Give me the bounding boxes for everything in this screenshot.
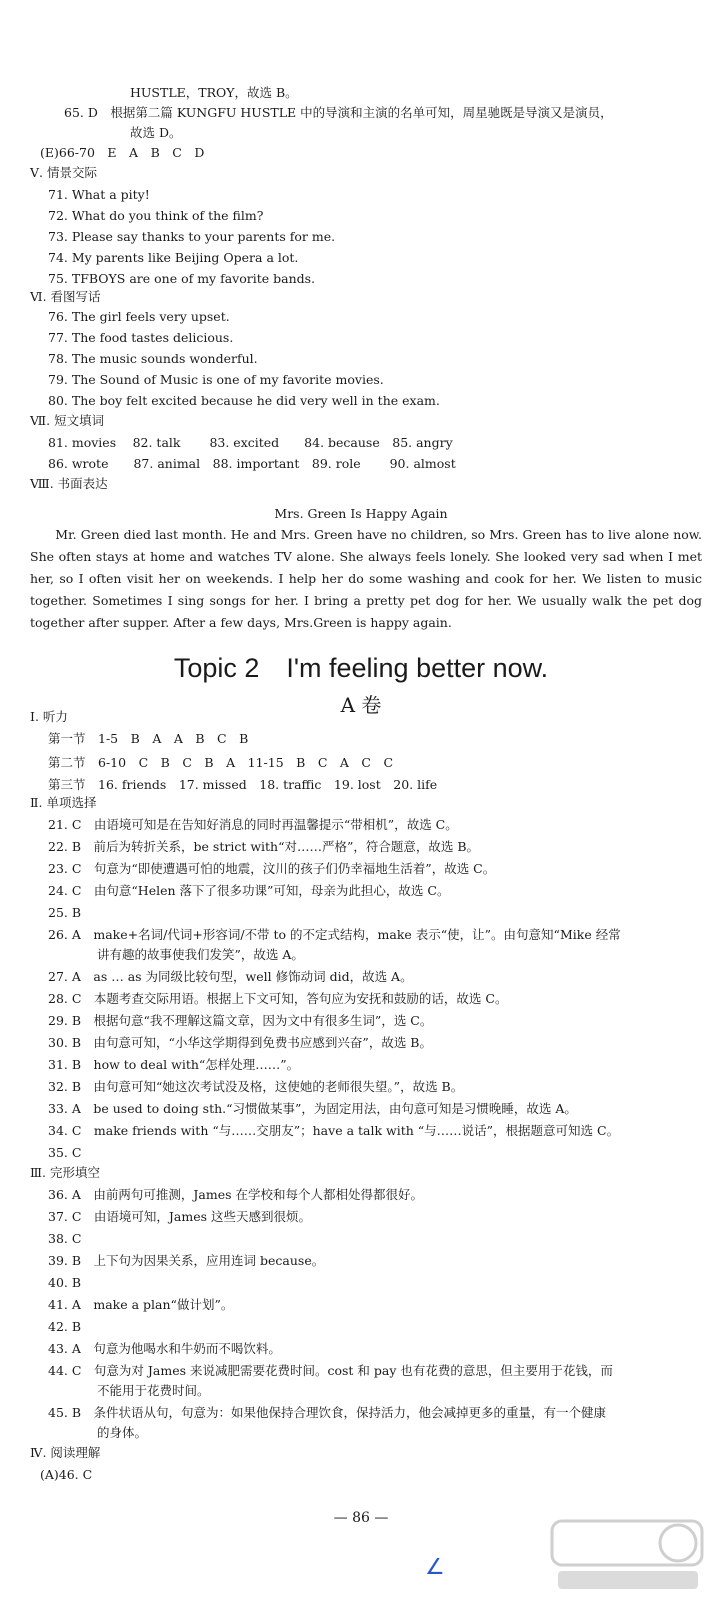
answer-line: 38. C	[48, 1231, 82, 1246]
answer-line: 25. B	[48, 905, 82, 920]
answer-line: Ⅲ. 完形填空	[30, 1165, 101, 1180]
answer-line: 第二节 6-10 C B C B A 11-15 B C A C C	[48, 755, 394, 770]
answer-line: 78. The music sounds wonderful.	[48, 351, 258, 366]
answer-line: (A)46. C	[40, 1467, 93, 1482]
answer-line: 81. movies 82. talk 83. excited 84. because 85. angry	[48, 435, 453, 450]
answer-line: 44. C 句意为对 James 来说减肥需要花费时间。cost 和 pay 也有花费的意思，但主要用于花钱，而	[48, 1363, 613, 1378]
answer-line: 86. wrote 87. animal 88. important 89. role 90. almost	[48, 456, 456, 471]
answer-line: Ⅵ. 看图写话	[30, 289, 101, 304]
answer-line: 21. C 由语境可知是在告知好消息的同时再温馨提示“带相机”，故选 C。	[48, 817, 458, 832]
answer-line: 41. A make a plan“做计划”。	[48, 1297, 234, 1312]
answer-line: 65. D 根据第二篇 KUNGFU HUSTLE 中的导演和主演的名单可知，周星驰既是导演又是演员，	[64, 105, 613, 120]
answer-line: 36. A 由前两句可推测，James 在学校和每个人都相处得都很好。	[48, 1187, 423, 1202]
answer-line: Ⅷ. 书面表达	[30, 476, 108, 491]
answer-line: 71. What a pity!	[48, 187, 150, 202]
answer-line: 的身体。	[97, 1425, 148, 1440]
answer-line: 73. Please say thanks to your parents for me.	[48, 229, 336, 244]
answer-line: 23. C 句意为“即使遭遇可怕的地震，汶川的孩子们仍幸福地生活着”，故选 C。	[48, 861, 496, 876]
answer-line: 35. C	[48, 1145, 82, 1160]
answer-line: 22. B 前后为转折关系，be strict with“对……严格”，符合题意，故选 B。	[48, 839, 480, 854]
topic-title: Topic 2 I'm feeling better now.	[173, 653, 549, 683]
answer-line: 37. C 由语境可知，James 这些天感到很烦。	[48, 1209, 312, 1224]
answer-line: 29. B 根据句意“我不理解这篇文章，因为文中有很多生词”，选 C。	[48, 1013, 433, 1028]
answer-line: 34. C make friends with “与……交朋友”；have a talk with “与……说话”，根据题意可知选 C。	[48, 1123, 620, 1138]
answer-line: 43. A 句意为他喝水和牛奶而不喝饮料。	[48, 1341, 281, 1356]
answer-line: 30. B 由句意可知，“小华这学期得到免费书应感到兴奋”，故选 B。	[48, 1035, 432, 1050]
answer-line: 74. My parents like Beijing Opera a lot.	[48, 250, 299, 265]
answer-line: Ⅶ. 短文填词	[30, 413, 105, 428]
watermark-logo-icon	[548, 1515, 708, 1595]
page-number: — 86 —	[333, 1510, 389, 1526]
answer-line: 24. C 由句意“Helen 落下了很多功课”可知，母亲为此担心，故选 C。	[48, 883, 450, 898]
answer-line: Ⅱ. 单项选择	[30, 795, 97, 810]
answer-line: 40. B	[48, 1275, 82, 1290]
answer-line: 31. B how to deal with“怎样处理……”。	[48, 1057, 300, 1072]
answer-line: 第三节 16. friends 17. missed 18. traffic 19. lost 20. life	[48, 777, 438, 792]
answer-line: 45. B 条件状语从句，句意为：如果他保持合理饮食，保持活力，他会减掉更多的重量，有一个健康	[48, 1405, 607, 1420]
answer-line: Ⅳ. 阅读理解	[30, 1445, 101, 1460]
answer-line: 28. C 本题考查交际用语。根据上下文可知，答句应为安抚和鼓励的话，故选 C。	[48, 991, 508, 1006]
pen-mark-icon: ∠	[425, 1555, 445, 1580]
answer-line: 33. A be used to doing sth.“习惯做某事”，为固定用法，由句意可知是习惯晚睡，故选 A。	[48, 1101, 577, 1116]
answer-line: 76. The girl feels very upset.	[48, 309, 230, 324]
answer-line: 72. What do you think of the film?	[48, 208, 264, 223]
answer-line: 第一节 1-5 B A A B C B	[48, 731, 249, 746]
answer-line: Ⅰ. 听力	[30, 709, 68, 724]
answer-line: 26. A make+名词/代词+形容词/不带 to 的不定式结构，make 表示“使，让”。由句意知“Mike 经常	[48, 927, 621, 942]
answer-line: 79. The Sound of Music is one of my favorite movies.	[48, 372, 384, 387]
answer-line: 故选 D。	[130, 125, 182, 140]
answer-line: 75. TFBOYS are one of my favorite bands.	[48, 271, 316, 286]
answer-line: (E)66-70 E A B C D	[40, 145, 205, 160]
answer-line: 39. B 上下句为因果关系，应用连词 because。	[48, 1253, 325, 1268]
paper-label: A 卷	[340, 693, 382, 717]
answer-line: 32. B 由句意可知“她这次考试没及格，这使她的老师很失望。”，故选 B。	[48, 1079, 464, 1094]
answer-line: Ⅴ. 情景交际	[30, 165, 97, 180]
composition-body: Mr. Green died last month. He and Mrs. Green have no children, so Mrs. Green has to live alone now. She often stays at home and watches TV alone. She always feels lonely. She looked very sad when I met her, so I often visit her on weekends. I help her do some washing and cook for her. We listen to music together. Sometimes I sing songs for her. I bring a pretty pet dog for her. We usually walk the pet dog together after supper. After a few days, Mrs.Green is happy again.	[30, 527, 702, 630]
answer-line: 27. A as … as 为同级比较句型，well 修饰动词 did，故选 A。	[48, 969, 413, 984]
answer-line: 讲有趣的故事使我们发笑”，故选 A。	[97, 947, 304, 962]
composition-title: Mrs. Green Is Happy Again	[274, 506, 448, 521]
answer-line: 不能用于花费时间。	[97, 1383, 210, 1398]
answer-line: 77. The food tastes delicious.	[48, 330, 234, 345]
answer-line: 42. B	[48, 1319, 82, 1334]
answer-line: 80. The boy felt excited because he did very well in the exam.	[48, 393, 440, 408]
answer-line: HUSTLE，TROY，故选 B。	[130, 85, 298, 100]
